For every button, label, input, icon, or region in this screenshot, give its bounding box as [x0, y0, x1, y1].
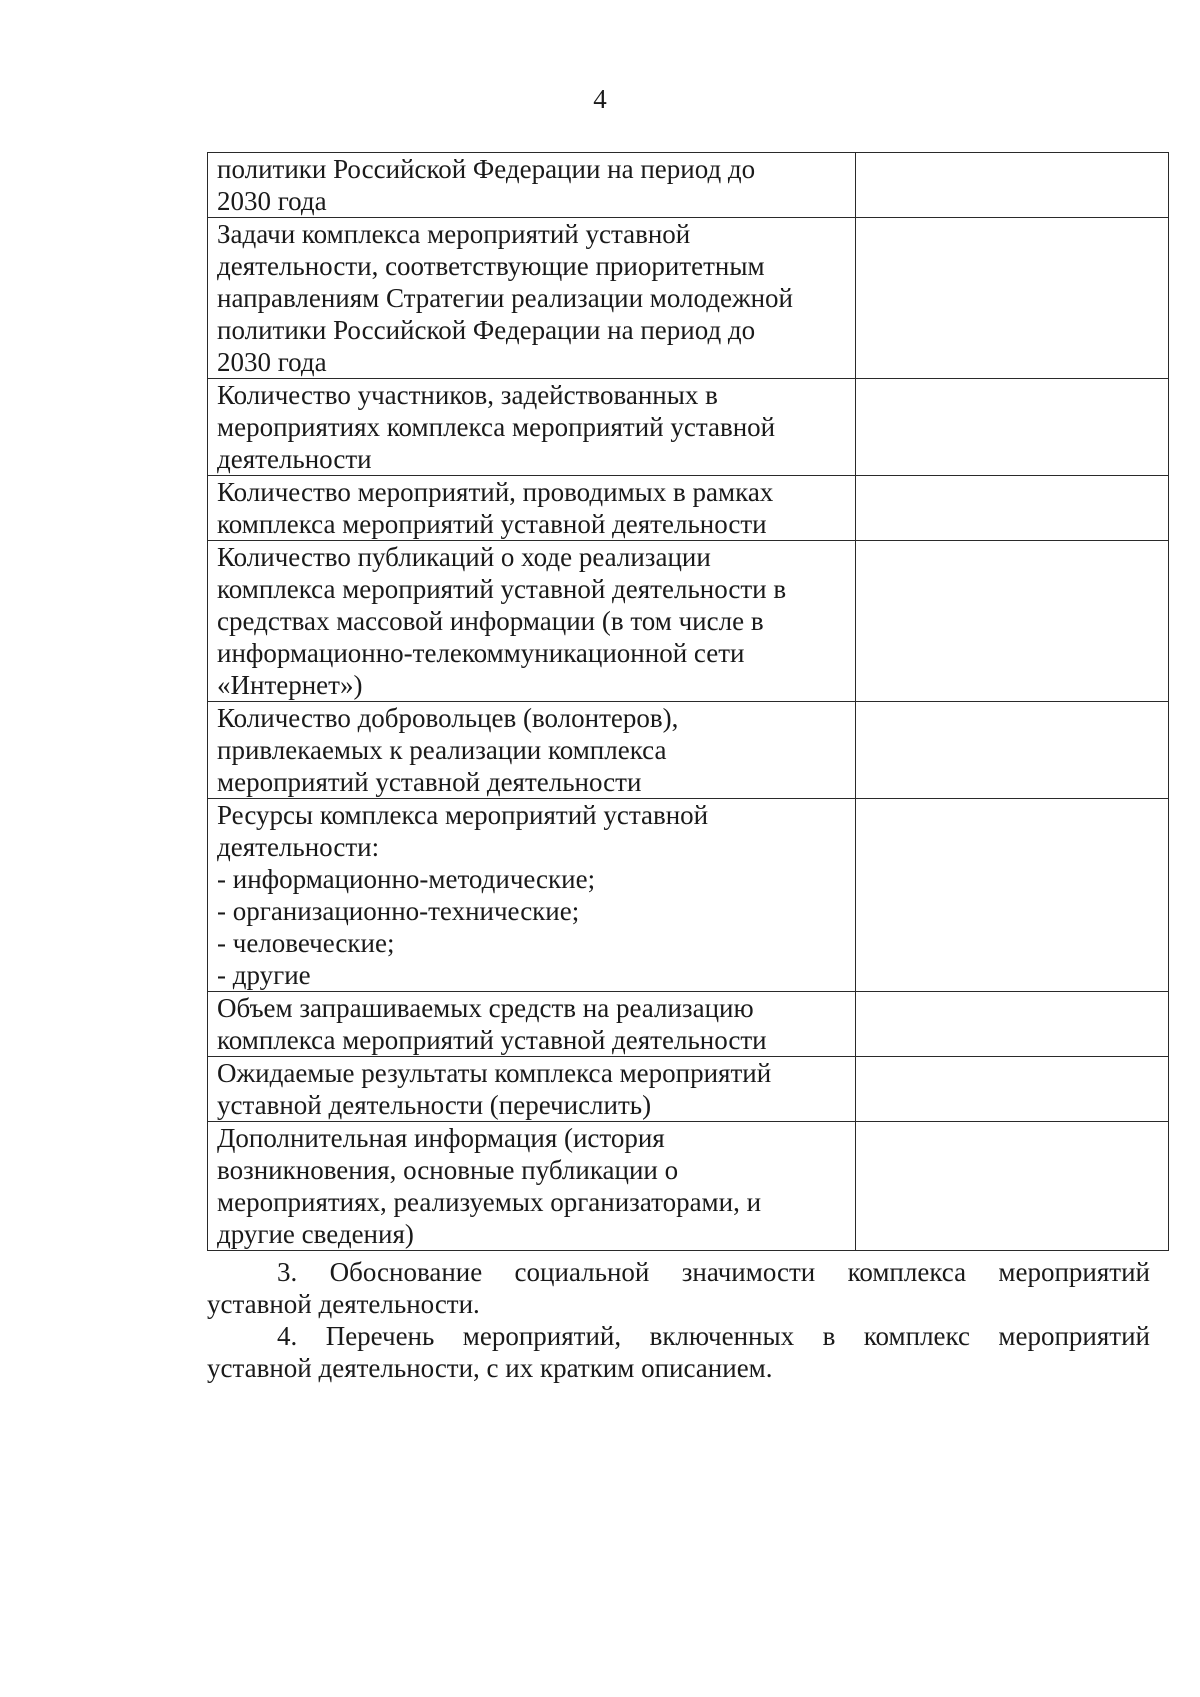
- row-label-line: - человеческие;: [217, 928, 395, 958]
- row-label-line: деятельности, соответствующие приоритетным: [217, 251, 765, 281]
- row-label-line: Количество публикаций о ходе реализации: [217, 542, 711, 572]
- row-label-line: - другие: [217, 960, 311, 990]
- row-label-line: «Интернет»): [217, 670, 363, 700]
- row-label-line: политики Российской Федерации на период до: [217, 315, 756, 345]
- paragraph-continuation: уставной деятельности.: [207, 1289, 480, 1319]
- row-label-line: Количество участников, задействованных в: [217, 380, 718, 410]
- application-form-table: [207, 152, 1169, 1251]
- table-row: [208, 541, 1169, 702]
- row-value-cell[interactable]: [856, 476, 1169, 541]
- row-label-line: комплекса мероприятий уставной деятельности в: [217, 574, 787, 604]
- paragraph-social-significance: [207, 1256, 1150, 1320]
- row-label-line: - информационно-методические;: [217, 864, 596, 894]
- row-label: [208, 992, 856, 1057]
- row-label-line: Задачи комплекса мероприятий уставной: [217, 219, 691, 249]
- table-row: [208, 1057, 1169, 1122]
- table-row: [208, 702, 1169, 799]
- row-value-cell[interactable]: [856, 799, 1169, 992]
- paragraph-events-list: [207, 1320, 1150, 1384]
- row-label-line: комплекса мероприятий уставной деятельности: [217, 1025, 767, 1055]
- row-value-cell[interactable]: [856, 153, 1169, 218]
- row-label-line: направлениям Стратегии реализации молодежной: [217, 283, 793, 313]
- page-number: 4: [593, 84, 607, 114]
- row-label-line: Объем запрашиваемых средств на реализацию: [217, 993, 754, 1023]
- row-label: [208, 799, 856, 992]
- row-label-line: мероприятий уставной деятельности: [217, 767, 642, 797]
- row-label-line: информационно-телекоммуникационной сети: [217, 638, 745, 668]
- row-label-line: другие сведения): [217, 1219, 414, 1249]
- row-label: [208, 218, 856, 379]
- paragraph-continuation: уставной деятельности, с их кратким описанием.: [207, 1353, 773, 1383]
- row-label-line: мероприятиях комплекса мероприятий уставной: [217, 412, 776, 442]
- row-label: [208, 379, 856, 476]
- paragraph-first-line: 4. Перечень мероприятий, включенных в комплекс мероприятий: [277, 1321, 1150, 1351]
- row-value-cell[interactable]: [856, 992, 1169, 1057]
- table-row: [208, 799, 1169, 992]
- paragraph-first-line: 3. Обоснование социальной значимости комплекса мероприятий: [277, 1257, 1150, 1287]
- row-value-cell[interactable]: [856, 218, 1169, 379]
- row-label-line: - организационно-технические;: [217, 896, 580, 926]
- row-label-line: деятельности:: [217, 832, 380, 862]
- table-row: [208, 218, 1169, 379]
- row-label-line: уставной деятельности (перечислить): [217, 1090, 652, 1120]
- row-label: [208, 1122, 856, 1251]
- row-value-cell[interactable]: [856, 379, 1169, 476]
- row-label-line: Ожидаемые результаты комплекса мероприятий: [217, 1058, 772, 1088]
- row-value-cell[interactable]: [856, 541, 1169, 702]
- row-label-line: Количество мероприятий, проводимых в рамках: [217, 477, 774, 507]
- row-label-line: деятельности: [217, 444, 372, 474]
- row-label-line: Ресурсы комплекса мероприятий уставной: [217, 800, 709, 830]
- row-label-line: Количество добровольцев (волонтеров),: [217, 703, 679, 733]
- table-row: [208, 153, 1169, 218]
- row-label-line: 2030 года: [217, 347, 327, 377]
- row-label-line: возникновения, основные публикации о: [217, 1155, 679, 1185]
- row-label-line: политики Российской Федерации на период до: [217, 154, 756, 184]
- row-label-line: мероприятиях, реализуемых организаторами, и: [217, 1187, 762, 1217]
- row-label-line: 2030 года: [217, 186, 327, 216]
- row-label-line: средствах массовой информации (в том числе в: [217, 606, 764, 636]
- table-row: [208, 992, 1169, 1057]
- row-label: [208, 153, 856, 218]
- row-label-line: привлекаемых к реализации комплекса: [217, 735, 667, 765]
- row-label-line: Дополнительная информация (история: [217, 1123, 665, 1153]
- row-label: [208, 702, 856, 799]
- row-label: [208, 1057, 856, 1122]
- table-row: [208, 379, 1169, 476]
- table-row: [208, 1122, 1169, 1251]
- row-value-cell[interactable]: [856, 1122, 1169, 1251]
- row-value-cell[interactable]: [856, 702, 1169, 799]
- table-row: [208, 476, 1169, 541]
- row-value-cell[interactable]: [856, 1057, 1169, 1122]
- row-label: [208, 476, 856, 541]
- row-label-line: комплекса мероприятий уставной деятельности: [217, 509, 767, 539]
- row-label: [208, 541, 856, 702]
